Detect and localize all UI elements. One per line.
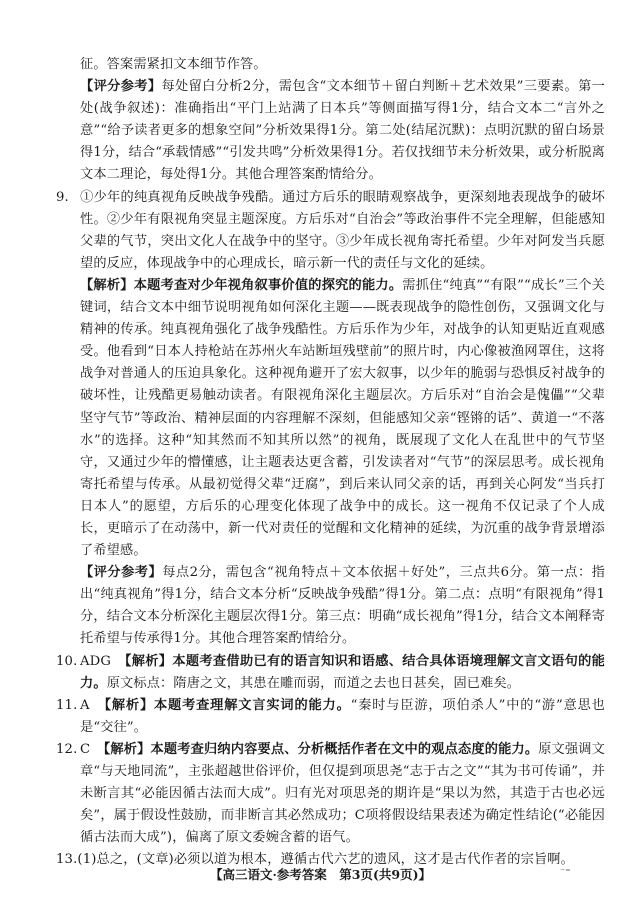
- page-content: [0, 54, 641, 871]
- grading-reference-text: 每处留白分析2分，需包含“文本细节＋留白判断＋艺术效果”三要素。第一处(战争叙述)：准确指出“平门上站满了日本兵”等侧面描写得1分，结合文本二“言外之意”“给予读者更多的想象空间”分析效果得1分。第二处(结尾沉默)：点明沉默的留白场景得1分，结合“承载情感”“引发共鸣”分析效果得1分。若仅找细节未分析效果，或分析脱离文本二理论，每处得1分。其他合理答案酌情给分。: [80, 79, 605, 183]
- analysis-text: “秦时与臣游，项伯杀人”中的“游”意思也是“交往”。: [80, 697, 605, 735]
- analysis-focus: 本题考查归纳内容要点、分析概括作者在文中的观点态度的能力。: [150, 741, 539, 757]
- analysis-label: 【解析】: [104, 697, 155, 713]
- analysis-text: 原文强调文章“与天地同流”，主张超越世俗评价，但仅提到项思尧“志于古之文”“其为书可传诵”，并未断言其“必能因循古法而大成”。归有光对项思尧的期许是“果以为然，其造于古也必远矣”，属于假设性鼓励，而非断言其必然成功；C项将假设结果表述为确定性结论(“必能因循古法而大成”)，偏离了原文委婉含蓄的语气。: [80, 741, 605, 846]
- grading-reference-2: [0, 562, 641, 650]
- grading-reference-label: 【评分参考】: [80, 565, 163, 581]
- corner-mark: ⁻⁼: [560, 867, 571, 878]
- answer-text: ADG: [80, 653, 112, 669]
- question-9-answer: [0, 187, 641, 275]
- question-10: [0, 651, 641, 695]
- answer-text: ①少年的纯真视角反映战争残酷。通过方后乐的眼睛观察战争，更深刻地表现战争的破坏性。②少年有限视角突显主题深度。方后乐对“自治会”等政治事件不完全理解，但能感知父辈的气节，突出文化人在战争中的坚守。③少年成长视角寄托希望。少年对阿发当兵愿望的反应，体现战争中的心理成长，暗示新一代的责任与文化的延续。: [80, 189, 605, 271]
- answer-text: C: [80, 741, 91, 757]
- page-footer: 【高三语文·参考答案 第3页(共9页)】: [209, 867, 432, 882]
- grading-reference-1: [0, 76, 641, 186]
- analysis-focus: 本题考查理解文言实词的能力。: [154, 697, 351, 713]
- analysis-label: 【解析】: [103, 741, 151, 757]
- question-number: 10.: [56, 653, 78, 669]
- question-number: 9.: [56, 189, 69, 205]
- analysis-text: 需抓住“纯真”“有限”“成长”三个关键词，结合文本中细节说明视角如何深化主题——既表现战争的隐性创伤，又强调文化与精神的传承。纯真视角强化了战争残酷性。方后乐作为少年，对战争的认知更贴近直观感受。他看到“日本人持枪站在苏州火车站断垣残壁前”的照片时，内心像被渔网罩住，这将战争对普通人的压迫具象化。这种视角避开了宏大叙事，以少年的脆弱与恐惧反衬战争的破坏性，让残酷更易触动读者。有限视角深化主题层次。方后乐对“自治会是傀儡”“父辈坚守气节”等政治、精神层面的内容理解不深刻，但能感知父亲“铿锵的话”、黄道一“不落水”的选择。这种“知其然而不知其所以然”的视角，既展现了文化人在乱世中的气节坚守，又通过少年的懵懂感，让主题表达更含蓄，引发读者对“气节”的深层思考。成长视角寄托希望与传承。从最初觉得父辈“迂腐”，到后来认同父亲的话，再到关心阿发“当兵打日本人”的愿望，方后乐的心理变化体现了战争中的成长。这一视角不仅记录了个人成长，更暗示了在动荡中，新一代对责任的觉醒和文化精神的延续，为沉重的战争背景增添了希望感。: [80, 277, 606, 559]
- answer-text: 13.(1)总之，(文章)必须以道为根本，遵循古代六艺的遗风，这才是古代作者的宗旨啊。: [56, 852, 574, 868]
- analysis-label: 【解析】: [80, 277, 134, 293]
- question-number: 12.: [56, 741, 78, 757]
- analysis-focus: 本题考查借助已有的语言知识和语感、结合具体语境理解文言文语句的能力。: [80, 653, 606, 691]
- intro-line: 征。答案需紧扣文本细节作答。: [80, 57, 267, 72]
- answer-text: A: [80, 697, 90, 713]
- question-9-analysis: [0, 275, 641, 562]
- grading-reference-label: 【评分参考】: [80, 79, 162, 95]
- analysis-focus: 本题考查对少年视角叙事价值的探究的能力。: [133, 277, 403, 293]
- analysis-text: 原文标点：隋唐之文，其患在雕而弱，而道之去也日甚矣，固已难矣。: [106, 675, 521, 691]
- analysis-label: 【解析】: [124, 653, 173, 669]
- question-11: [0, 695, 641, 739]
- grading-reference-text: 每点2分，需包含“视角特点＋文本依据＋好处”，三点共6分。第一点：指出“纯真视角”得1分，结合文本分析“反映战争残酷”得1分。第二点：点明“有限视角”得1分，结合文本分析深化主题层次得1分。第三点：明确“成长视角”得1分，结合文本阐释寄托希望与传承得1分。其他合理答案酌情给分。: [80, 565, 605, 647]
- question-number: 11.: [56, 697, 78, 713]
- question-12: [0, 739, 641, 849]
